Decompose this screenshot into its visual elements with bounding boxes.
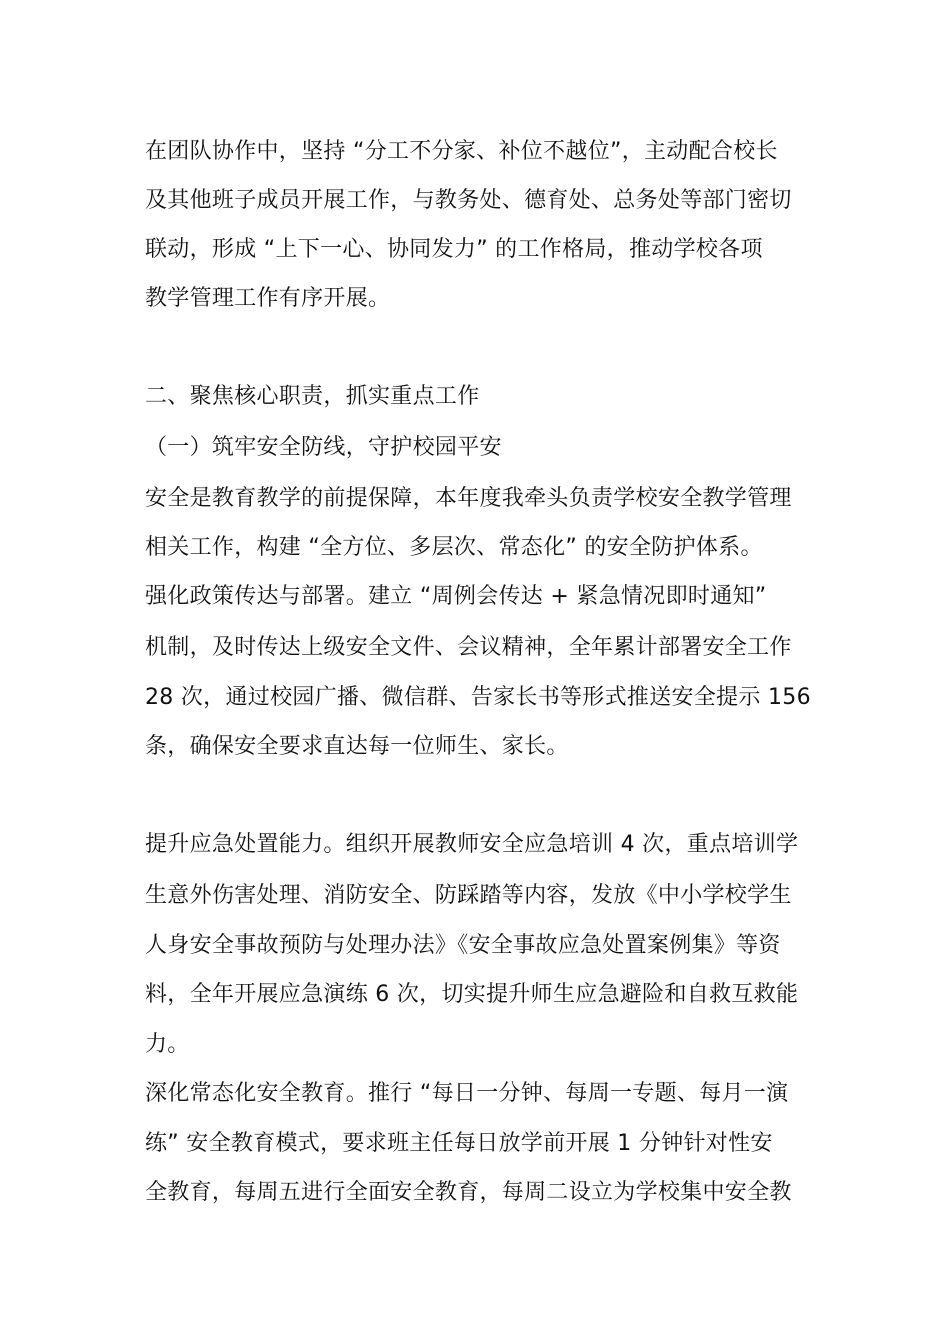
- paragraph-line: 相关工作，构建 “全方位、多层次、常态化” 的安全防护体系。: [145, 535, 763, 560]
- paragraph-line: 安全是教育教学的前提保障，本年度我牵头负责学校安全教学管理: [145, 486, 792, 511]
- paragraph-line: 人身安全事故预防与处理办法》《安全事故应急处置案例集》等资: [145, 933, 781, 958]
- paragraph-line: 提升应急处置能力。组织开展教师安全应急培训 4 次，重点培训学: [145, 832, 799, 857]
- paragraph-line: 及其他班子成员开展工作，与教务处、德育处、总务处等部门密切: [145, 188, 792, 213]
- subsection-heading: （一）筑牢安全防线，守护校园平安: [145, 435, 502, 460]
- paragraph-line: 机制，及时传达上级安全文件、会议精神，全年累计部署安全工作: [145, 635, 792, 660]
- paragraph-line: 生意外伤害处理、消防安全、防踩踏等内容，发放《中小学校学生: [145, 883, 792, 908]
- paragraph-line: 联动，形成 “上下一心、协同发力” 的工作格局，推动学校各项: [145, 237, 763, 262]
- paragraph-line: 28 次，通过校园广播、微信群、告家长书等形式推送安全提示 156: [145, 685, 811, 710]
- paragraph-line: 在团队协作中，坚持 “分工不分家、补位不越位”，主动配合校长: [145, 139, 778, 164]
- paragraph-line: 全教育，每周五进行全面安全教育，每周二设立为学校集中安全教: [145, 1180, 792, 1205]
- paragraph-line: 练” 安全教育模式，要求班主任每日放学前开展 1 分钟针对性安: [145, 1131, 773, 1156]
- paragraph-line: 料，全年开展应急演练 6 次，切实提升师生应急避险和自救互救能: [145, 982, 799, 1007]
- paragraph-line: 深化常态化安全教育。推行 “每日一分钟、每周一专题、每月一演: [145, 1081, 789, 1106]
- paragraph-line: 教学管理工作有序开展。: [145, 286, 391, 311]
- paragraph-line: 力。: [145, 1032, 190, 1057]
- section-heading: 二、聚焦核心职责，抓实重点工作: [145, 384, 480, 409]
- paragraph-line: 强化政策传达与部署。建立 “周例会传达 + 紧急情况即时通知”: [145, 584, 767, 609]
- paragraph-line: 条，确保安全要求直达每一位师生、家长。: [145, 734, 569, 759]
